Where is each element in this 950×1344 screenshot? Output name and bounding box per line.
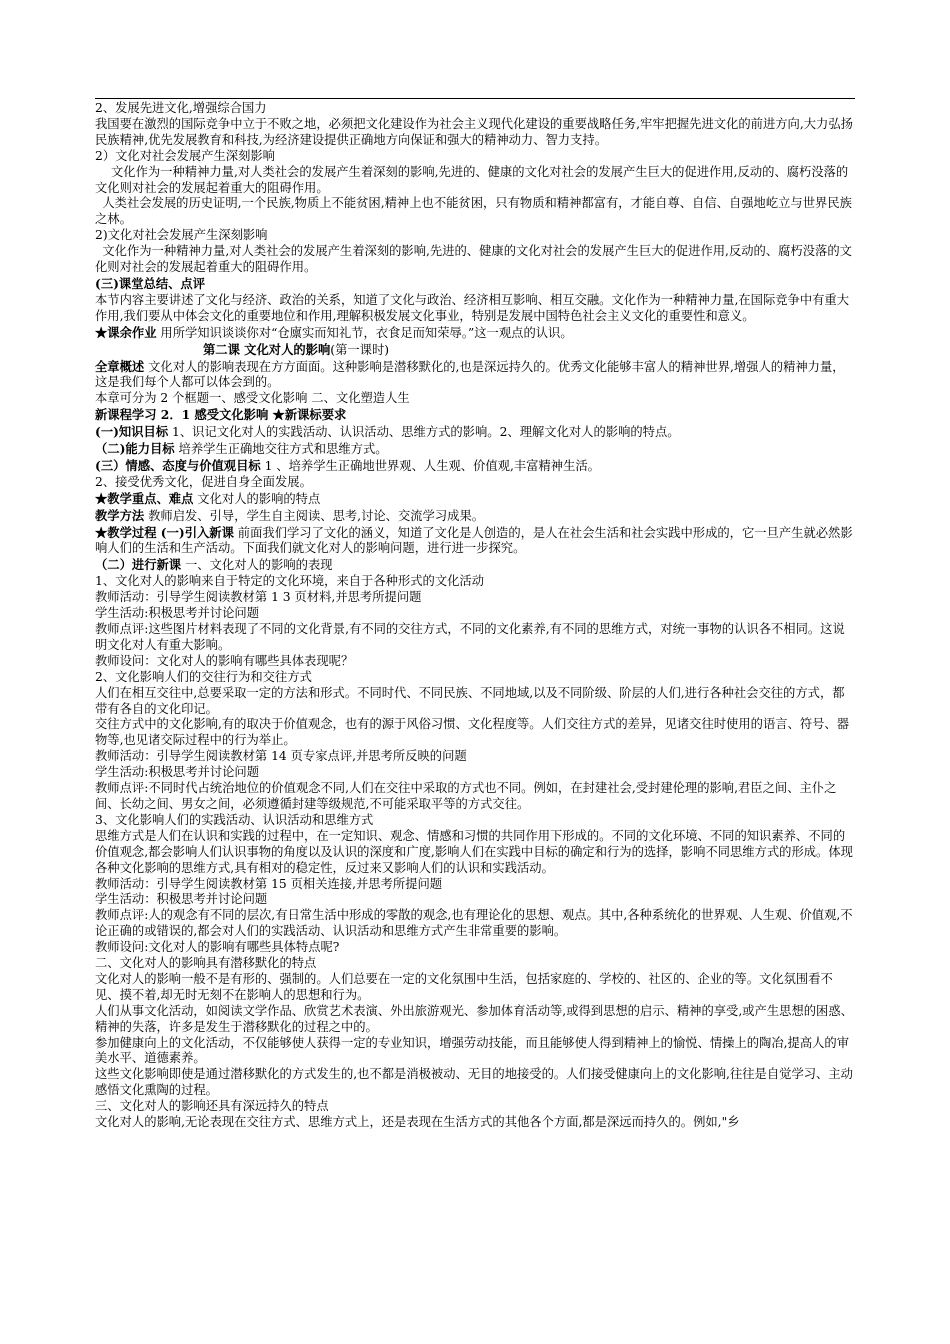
paragraph: 学生活动:积极思考并讨论问题: [95, 606, 260, 621]
paragraph: 人们从事文化活动，如阅读文学作品、欣赏艺术表演、外出旅游观光、参加体育活动等,或得到思想的启示、精神的享受,或产生思想的困惑、精神的失落，许多是发生于潜移默化的过程之中的。: [95, 1003, 853, 1034]
paragraph: 教师活动：引导学生阅读教材第 14 页专家点评,并思考所反映的问题: [95, 749, 467, 764]
paragraph: 文化作为一种精神力量,对人类社会的发展产生着深刻的影响,先进的、健康的文化对社会的发展产生巨大的促进作用,反动的、腐朽没落的文化则对社会的发展起着重大的阻碍作用。: [95, 244, 852, 275]
paragraph: 教师点评:这些图片材料表现了不同的文化背景,有不同的交往方式，不同的文化素养,有不同的思维方式，对统一事物的认识各不相同。这说明文化对人有重大影响。: [95, 622, 845, 652]
paragraph: 教师点评:人的观念有不同的层次,有日常生活中形成的零散的观念,也有理论化的思想、观点。其中,各种系统化的世界观、人生观、价值观,不论正确的或错误的,都会对人们的实践活动、认识活动和思维方式产生非常重要的影响。: [95, 908, 853, 939]
paragraph: 本节内容主要讲述了文化与经济、政治的关系，知道了文化与政治、经济相互影响、相互交融。文化作为一种精神力量,在国际竞争中有重大作用,我们要从中体会文化的重要地位和作用,理解积极发展文化事业，特别是发展中国特色社会主义文化的重要性和意义。: [95, 292, 850, 323]
section-heading: 新课程学习 2．1 感受文化影响 ★新课标要求: [95, 407, 347, 423]
attitude-goal: (三）情感、态度与价值观目标 1 、培养学生正确地世界观、人生观、价值观,丰富精神生活。: [95, 457, 600, 473]
paragraph: 教师设问:文化对人的影响有哪些具体特点呢?: [95, 940, 340, 955]
section-heading: (三)课堂总结、点评: [95, 275, 206, 291]
paragraph: 交往方式中的文化影响,有的取决于价值观念，也有的源于风俗习惯、文化程度等。人们交往方式的差异，见诸交往时使用的语言、符号、器物等,也见诸交际过程中的行为举止。: [95, 717, 850, 748]
paragraph: 我国要在激烈的国际竞争中立于不败之地，必须把文化建设作为社会主义现代化建设的重要战略任务,牢牢把握先进文化的前进方向,大力弘扬民族精神,优先发展教育和科技,为经济建设提供正确地方向保证和强大的精神动力、智力支持。: [95, 116, 853, 147]
teaching-process: ★教学过程 (一)引入新课 前面我们学习了文化的涵义，知道了文化是人创造的，是人在社会生活和社会实践中形成的，它一旦产生就必然影响人们的生活和生产活动。下面我们就文化对人的影响问题，进行进一步探究。: [95, 524, 853, 556]
teaching-method: 教学方法 教师启发、引导，学生自主阅读、思考,讨论、交流学习成果。: [95, 507, 485, 523]
paragraph: 学生活动：积极思考并讨论问题: [95, 892, 268, 907]
paragraph: 1、文化对人的影响来自于特定的文化环境，来自于各种形式的文化活动: [95, 574, 485, 589]
paragraph: 这些文化影响即使是通过潜移默化的方式发生的,也不都是消极被动、无目的地接受的。人们接受健康向上的文化影响,往往是自觉学习、主动感悟文化熏陶的过程。: [95, 1067, 853, 1098]
knowledge-goal: (一)知识目标 1、识记文化对人的实践活动、认识活动、思维方式的影响。2、理解文化对人的影响的特点。: [95, 424, 680, 440]
ability-goal: （二)能力目标 培养学生正确地交往方式和思维方式。: [95, 441, 388, 457]
paragraph: 参加健康向上的文化活动，不仅能够使人获得一定的专业知识，增强劳动技能，而且能够使人得到精神上的愉悦、情操上的陶冶,提高人的审美水平、道德素养。: [95, 1035, 850, 1066]
document-page: [95, 98, 855, 1131]
chapter-overview: 全章概述 文化对人的影响表现在方方面面。这种影响是潜移默化的,也是深远持久的。优秀文化能够丰富人的精神世界,增强人的精神力量，这是我们每个人都可以体会到的。: [95, 358, 845, 390]
paragraph: 教师点评:不同时代占统治地位的价值观念不同,人们在交往中采取的方式也不同。例如，在封建社会,受封建伦理的影响,君臣之间、主仆之间、长幼之间、男女之间，必须遵循封建等级规范,不可能采取平等的方式交往。: [95, 781, 837, 811]
paragraph: 文化对人的影响一般不是有形的、强制的。人们总要在一定的文化氛围中生活，包括家庭的、学校的、社区的、企业的等。文化氛围看不见、摸不着,却无时无刻不在影响人的思想和行为。: [95, 971, 833, 1002]
paragraph: 文化对人的影响,无论表现在交往方式、思维方式上，还是表现在生活方式的其他各个方面,都是深远而持久的。例如,"乡: [95, 1115, 740, 1130]
paragraph: 思维方式是人们在认识和实践的过程中，在一定知识、观念、情感和习惯的共同作用下形成的。不同的文化环境、不同的知识素养、不同的价值观念,都会影响人们认识事物的角度以及认识的深度和广度,影响人们在实践中目标的确定和行为的选择，影响不同思维方式的形成。体现各种文化影响的思维方式,具有相对的稳定性，反过来又影响人们的认识和实践活动。: [95, 828, 853, 875]
section-heading: 二、文化对人的影响具有潜移默化的特点: [95, 956, 317, 971]
section-heading: 2、发展先进文化,增强综合国力: [95, 101, 267, 115]
paragraph: 人类社会发展的历史证明,一个民族,物质上不能贫困,精神上也不能贫困，只有物质和精神都富有，才能自尊、自信、自强地屹立与世界民族之林。: [95, 196, 852, 227]
section-heading: 2）文化对社会发展产生深刻影响: [95, 148, 275, 163]
section-heading: 三、文化对人的影响还具有深远持久的特点: [95, 1099, 329, 1114]
section-heading: 2)文化对社会发展产生深刻影响: [95, 228, 268, 243]
homework-line: ★课余作业 用所学知识谈谈你对“仓廪实而知礼节，衣食足而知荣辱。”这一观点的认识。: [95, 324, 573, 340]
paragraph: 教师活动：引导学生阅读教材第 1 3 页材料,并思考所提问题: [95, 590, 422, 605]
header-rule: [95, 98, 855, 99]
new-lesson-heading: （二）进行新课 一、文化对人的影响的表现: [95, 557, 333, 573]
section-heading: 3、文化影响人们的实践活动、认识活动和思维方式: [95, 812, 374, 827]
section-heading: 2、文化影响人们的交往行为和交往方式: [95, 669, 312, 684]
paragraph: 教师设问：文化对人的影响有哪些具体表现呢？: [95, 653, 354, 668]
lesson-title: 第二课 文化对人的影响(第一课时): [203, 341, 390, 357]
key-points: ★教学重点、难点 文化对人的影响的特点: [95, 490, 321, 506]
paragraph: 文化作为一种精神力量,对人类社会的发展产生着深刻的影响,先进的、健康的文化对社会的发展产生巨大的促进作用,反动的、腐朽没落的文化则对社会的发展起着重大的阻碍作用。: [95, 164, 849, 195]
paragraph: 2、接受优秀文化，促进自身全面发展。: [95, 474, 312, 489]
paragraph: 学生活动:积极思考并讨论问题: [95, 765, 260, 780]
paragraph: 本章可分为 2 个框题一、感受文化影响 二、文化塑造人生: [95, 391, 410, 406]
paragraph: 人们在相互交往中,总要采取一定的方法和形式。不同时代、不同民族、不同地域,以及不同阶级、阶层的人们,进行各种社会交往的方式，都带有各自的文化印记。: [95, 685, 845, 716]
paragraph: 教师活动：引导学生阅读教材第 15 页相关连接,并思考所提问题: [95, 876, 443, 891]
